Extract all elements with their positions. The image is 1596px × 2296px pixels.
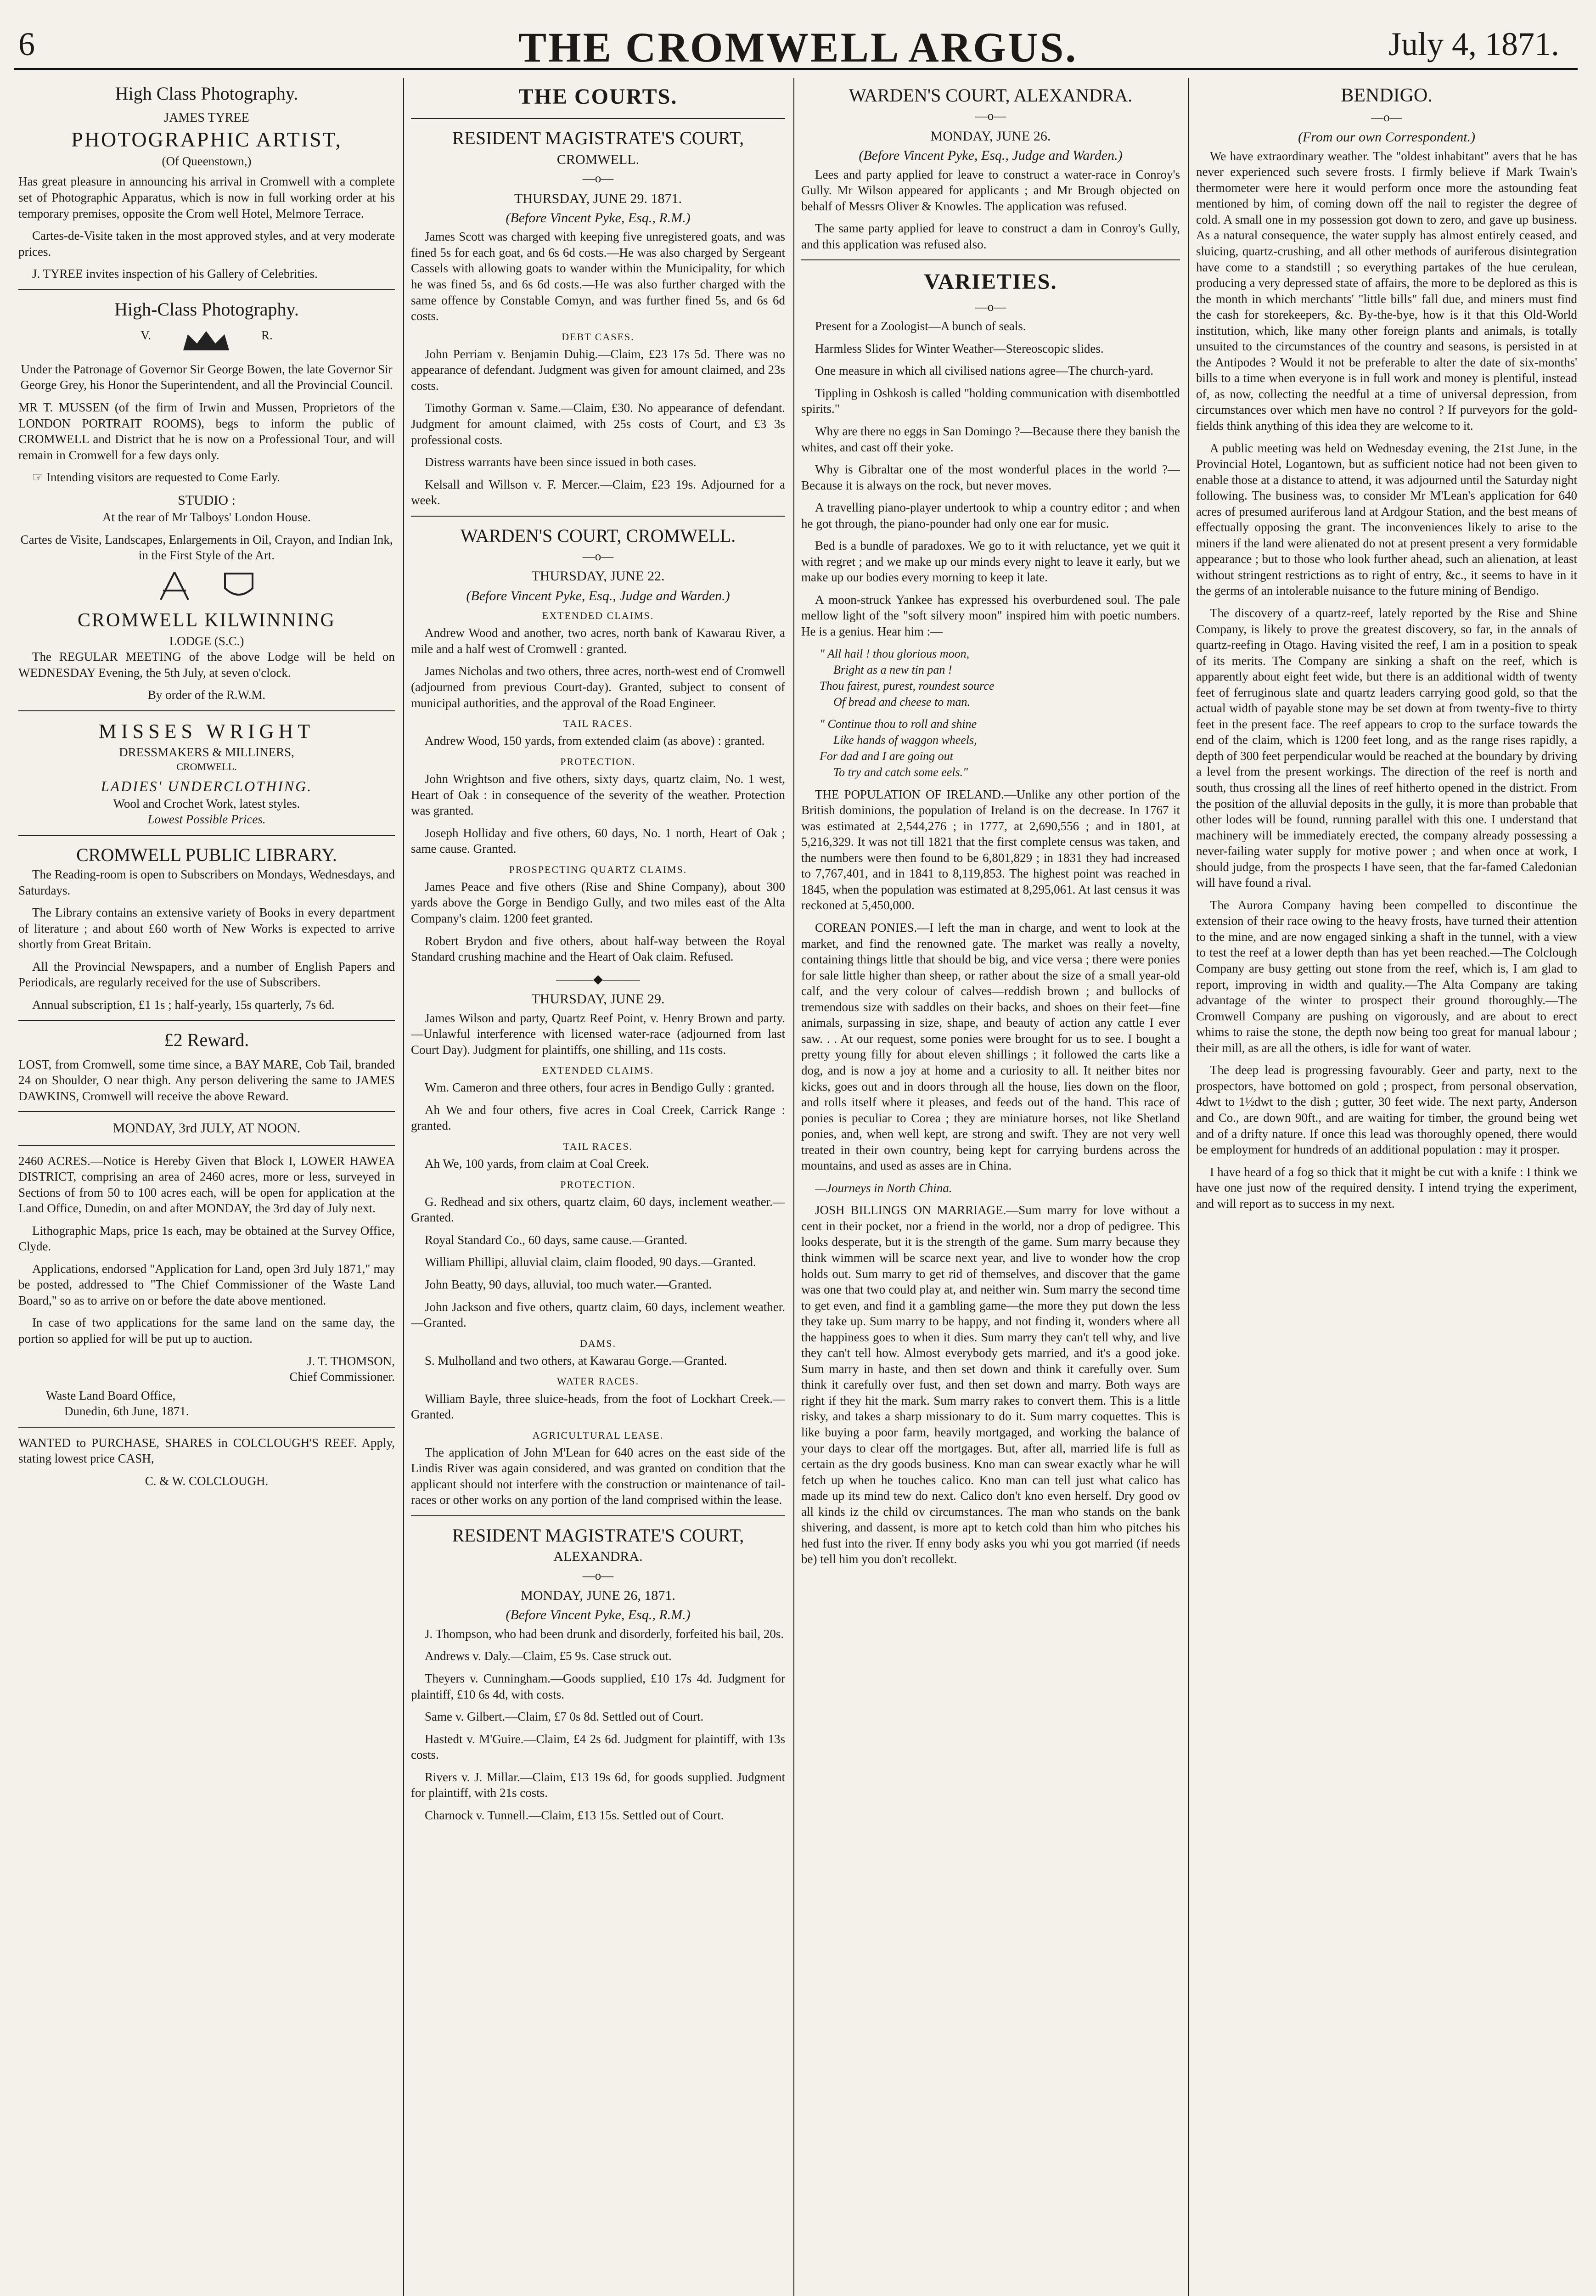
- court-place: CROMWELL.: [556, 152, 640, 167]
- article-text: Ah We, 100 yards, from claim at Coal Creek.: [425, 1157, 649, 1171]
- article-text: Andrew Wood, 150 yards, from extended claim (as above) : granted.: [425, 734, 765, 748]
- verse-line: Of bread and cheese to man.: [833, 695, 970, 709]
- article-text: Distress warrants have been since issued in both cases.: [425, 455, 697, 469]
- dash-ornament: —o—: [582, 1568, 614, 1582]
- article-text: James Wilson and party, Quartz Reef Point, v. Henry Brown and party.—Unlawful interference with licensed water-race (adjourned from last Court Day). Judgment for plaintiffs, one shilling, and 11s costs.: [411, 1011, 785, 1057]
- court-title: WARDEN'S COURT, ALEXANDRA.: [849, 85, 1133, 106]
- masonic-emblems: [18, 570, 395, 602]
- ad-title: PHOTOGRAPHIC ARTIST,: [71, 128, 342, 152]
- ad-text-inline: Intending visitors are requested to Come Early.: [46, 470, 280, 484]
- article-text: Timothy Gorman v. Same.—Claim, £30. No appearance of defendant. Judgment for amount claimed, with 25s costs of Court, and £3 3s professional costs.: [411, 401, 785, 447]
- article-text: Joseph Holliday and five others, 60 days, No. 1 north, Heart of Oak ; same cause. Granted.: [411, 826, 785, 856]
- section-heading: THE COURTS.: [518, 84, 678, 109]
- masthead-rule: [14, 68, 1578, 70]
- reward-heading: £2 Reward.: [164, 1030, 249, 1051]
- divider: [18, 1020, 395, 1021]
- article-text: James Scott was charged with keeping five unregistered goats, and was fined 5s for each goat, and 6s 6d costs.—He was also charged by Sergeant Cassels with allowing goats to wander within the Municipality, for which he was fined 5s, and 6s 6d costs.—He was also further charged with the same offence by Constable Comyn, and was further fined 5s, and 6s 6d costs.: [411, 230, 785, 323]
- divider: [18, 1427, 395, 1428]
- article-text: J. Thompson, who had been drunk and disorderly, forfeited his bail, 20s.: [425, 1626, 784, 1641]
- article-text: Wm. Cameron and three others, four acres in Bendigo Gully : granted.: [425, 1080, 775, 1095]
- article-text: Andrew Wood and another, two acres, north bank of Kawarau River, a mile and a half west of Cromwell : granted.: [411, 626, 785, 656]
- ad-text: The REGULAR MEETING of the above Lodge will be held on WEDNESDAY Evening, the 5th July, at seven o'clock.: [18, 650, 395, 680]
- article-text: Ah We and four others, five acres in Coal Creek, Carrick Range : granted.: [411, 1103, 785, 1133]
- court-before: (Before Vincent Pyke, Esq., R.M.): [506, 210, 691, 225]
- article-text: Robert Brydon and five others, about half-way between the Royal Standard crushing machine and the Heart of Oak claim. Refused.: [411, 934, 785, 964]
- divider: [18, 1145, 395, 1146]
- verse-line: To try and catch some eels.": [833, 765, 968, 779]
- studio-heading: STUDIO :: [178, 492, 236, 508]
- poem-verse: [820, 716, 1180, 780]
- article-text: Harmless Slides for Winter Weather—Stereoscopic slides.: [815, 341, 1104, 355]
- verse-line: Like hands of waggon wheels,: [833, 733, 977, 747]
- divider: [411, 1515, 785, 1516]
- court-place: ALEXANDRA.: [553, 1549, 643, 1564]
- divider: [411, 516, 785, 517]
- court-title: WARDEN'S COURT, CROMWELL.: [460, 525, 736, 546]
- article-text: John Wrightson and five others, sixty days, quartz claim, No. 1 west, Heart of Oak : in consequence of the severity of the weather. Protection was granted.: [411, 771, 785, 818]
- article-text: Kelsall and Willson v. F. Mercer.—Claim, £23 19s. Adjourned for a week.: [411, 477, 785, 507]
- ad-text: Applications, endorsed "Application for Land, open 3rd July 1871," may be posted, addressed to "The Chief Commissioner of the Waste Land Board," so as to arrive on or before the date above mentioned.: [18, 1261, 395, 1307]
- article-text: Lees and party applied for leave to construct a water-race in Conroy's Gully. Mr Wilson appeared for applicants ; and Mr Brough objected on behalf of Messrs Oliver & Knowles. The application was refused.: [801, 167, 1180, 213]
- signature: C. & W. COLCLOUGH.: [145, 1474, 269, 1488]
- dash-ornament: —o—: [582, 171, 614, 186]
- subheading: EXTENDED CLAIMS.: [542, 1064, 654, 1076]
- article-text: We have extraordinary weather. The "oldest inhabitant" avers that he has never experienced such severe frosts. I firmly believe if Mark Twain's thermometer were here it would perform once more the astounding feat mentioned by him, of coming down off the nail to register the degree of cold. A small one in my possession got down to zero, and gave up business. As a natural consequence, the water supply has almost entirely ceased, and sluicing, quartz-crushing, and all other methods of auriferous disintegration have come to a standstill ; so everything partakes of the hue cerulean, producing a very depressed state of affairs, the more to be deplored as this is the month in which merchants' "little bills" fall due, and miners must find the cash for storekeepers, &c. By-the-bye, how is it that this Old-World institution, which, like many other foreign plants and animals, is totally unsuited to the circumstances of the country and seasons, is persisted in at the Antipodes ? Would it not be preferable to alter the date of six-months' bills to a time when everyone is in full work and money is plentiful, instead of, as now, collecting the needful at a time of universal depression, from circumstances over which men have no control ? If purveyors for the gold-fields think anything of this idea they are welcome to it.: [1196, 149, 1577, 433]
- article-text: One measure in which all civilised nations agree—The church-yard.: [815, 364, 1153, 378]
- ad-heading: High-Class Photography.: [114, 298, 299, 320]
- article-text: A moon-struck Yankee has expressed his overburdened soul. The pale mellow light of the "soft silvery moon" inspired him with poetic numbers. He is a genius. Hear him :—: [801, 592, 1180, 638]
- court-date: MONDAY, JUNE 26.: [930, 128, 1051, 144]
- article-text: THE POPULATION OF IRELAND.—Unlike any other portion of the British dominions, the population of Ireland is on the decrease. In 1767 it was estimated at 2,544,276 ; in 1777, at 2,690,556 ; and in 1801, at 5,216,329. It was not till 1821 that the first complete census was taken, and the numbers were then found to be 6,801,829 ; in 1831 they had increased to 7,767,401, and in 1841 to 8,119,853. The highest point was reached in 1845, when the population was estimated at 8,295,061. At last census it was reckoned at 5,450,000.: [801, 787, 1180, 912]
- ad-patronage: Under the Patronage of Governor Sir George Bowen, the late Governor Sir George Grey, his Honor the Superintendent, and all the Provincial Council.: [20, 362, 393, 392]
- section-heading: BENDIGO.: [1341, 85, 1433, 106]
- ad-heading: High Class Photography.: [115, 83, 298, 104]
- column-divider: [1188, 78, 1189, 2296]
- article-text: A public meeting was held on Wednesday evening, the 21st June, in the Provincial Hotel, Logantown, but as sufficient notice had not been given to enable those at a distance to attend, it was adjourned until the Saturday night following. The business was, to consider Mr M'Lean's application for 640 acres of presumed auriferous land at Ardgour Station, and the best means of effectually opposing the grant. The inconveniences likely to arise to the miners if the land were alienated do not at present present a very formidable appearance ; but to those who look further ahead, such an alienation, at least without stringent restrictions as to right of entry, &c., it seems to have in it the germs of an intolerable nuisance to the future mining of Bendigo.: [1196, 441, 1577, 598]
- subheading: PROSPECTING QUARTZ CLAIMS.: [509, 863, 687, 875]
- verse-line: Bright as a new tin pan !: [833, 663, 952, 676]
- ad-text: J. TYREE invites inspection of his Gallery of Celebrities.: [32, 267, 318, 281]
- ad-name: JAMES TYREE: [164, 111, 249, 125]
- ad-text: In case of two applications for the same land on the same day, the portion so applied for will be put up to auction.: [18, 1316, 395, 1346]
- subheading: WATER RACES.: [556, 1375, 640, 1387]
- article-text: S. Mulholland and two others, at Kawarau Gorge.—Granted.: [425, 1353, 727, 1367]
- column-divider: [793, 78, 794, 2296]
- pointing-hand-icon: ☞: [32, 470, 46, 484]
- article-text: Tippling in Oshkosh is called "holding communication with disembottled spirits.": [801, 386, 1180, 416]
- article-text: I have heard of a fog so thick that it might be cut with a knife : I think we have one just now of the required density. I intend trying the experiment, and will report as to success in my next.: [1196, 1165, 1577, 1210]
- article-text: Why is Gibraltar one of the most wonderful places in the world ?—Because it is always on the rock, but never moves.: [801, 462, 1180, 492]
- section-heading: VARIETIES.: [924, 270, 1057, 294]
- article-text: William Bayle, three sluice-heads, from the foot of Lockhart Creek.—Granted.: [411, 1391, 785, 1422]
- ad-text: Cartes de Visite, Landscapes, Enlargements in Oil, Crayon, and Indian Ink, in the First Style of the Art.: [20, 532, 393, 563]
- article-text: John Beatty, 90 days, alluvial, too much water.—Granted.: [425, 1277, 712, 1292]
- article-text: Present for a Zoologist—A bunch of seals.: [815, 319, 1026, 333]
- court-date: THURSDAY, JUNE 22.: [531, 568, 665, 584]
- court-before: (Before Vincent Pyke, Esq., Judge and Warden.): [466, 588, 730, 603]
- subheading: PROTECTION.: [560, 1178, 636, 1190]
- ad-text: WANTED to PURCHASE, SHARES in COLCLOUGH'S REEF. Apply, stating lowest price CASH,: [18, 1435, 395, 1466]
- ad-town: CROMWELL.: [176, 760, 237, 772]
- column-bendigo: [1196, 78, 1577, 2296]
- vr-letter: V.: [140, 328, 151, 342]
- dash-ornament: —o—: [975, 299, 1006, 314]
- subheading: EXTENDED CLAIMS.: [542, 610, 654, 622]
- ad-text: LADIES' UNDERCLOTHING.: [101, 777, 313, 794]
- ad-subtitle: (Of Queenstown,): [162, 154, 252, 168]
- page-number: 6: [18, 26, 35, 62]
- dash-ornament: —o—: [582, 549, 614, 563]
- article-text: The same party applied for leave to construct a dam in Conroy's Gully, and this application was refused also.: [801, 221, 1180, 251]
- article-text: Hastedt v. M'Guire.—Claim, £4 2s 6d. Judgment for plaintiff, with 13s costs.: [411, 1732, 785, 1762]
- verse-line: " All hail ! thou glorious moon,: [820, 647, 970, 660]
- article-text: Same v. Gilbert.—Claim, £7 0s 8d. Settled out of Court.: [425, 1710, 704, 1724]
- ad-text: MR T. MUSSEN (of the firm of Irwin and Mussen, Proprietors of the LONDON PORTRAIT ROOMS), begs to inform the public of CROMWELL and District that he is now on a Professional Tour, and will remain in Cromwell for a few days only.: [18, 400, 395, 462]
- column-varieties: [801, 78, 1180, 2296]
- ad-text: Annual subscription, £1 1s ; half-yearly, 15s quarterly, 7s 6d.: [32, 997, 335, 1012]
- subheading: DAMS.: [579, 1337, 617, 1349]
- article-text: James Nicholas and two others, three acres, north-west end of Cromwell (adjourned from previous Court-day). Granted, subject to consent of municipal authorities, and the approval of the Road Engineer.: [411, 664, 785, 710]
- article-text: The deep lead is progressing favourably. Geer and party, next to the prospectors, have bottomed on gold ; prospect, from personal observation, 4dwt to 1½dwt to the dish ; gutter, 30 feet wide. The next party, Anderson and Co., are down 90ft., and are waiting for timber, the ground being wet and of a drifty nature. If once this lead was thoroughly opened, there would be employment for hundreds of an additional population : may it prosper.: [1196, 1063, 1577, 1157]
- court-before: (Before Vincent Pyke, Esq., Judge and Warden.): [859, 148, 1123, 163]
- issue-date: July 4, 1871.: [1388, 26, 1559, 62]
- subheading: TAIL RACES.: [563, 718, 633, 730]
- verse-line: Thou fairest, purest, roundest source: [820, 679, 995, 693]
- subheading: AGRICULTURAL LEASE.: [532, 1429, 664, 1441]
- lodge-subtitle: LODGE (S.C.): [169, 634, 244, 648]
- article-text: Theyers v. Cunningham.—Goods supplied, £10 17s 4d. Judgment for plaintiff, £10 6s 4d, with costs.: [411, 1671, 785, 1701]
- dash-ornament: —o—: [975, 109, 1006, 123]
- court-date: THURSDAY, JUNE 29. 1871.: [514, 191, 682, 206]
- sale-heading: MONDAY, 3rd JULY, AT NOON.: [112, 1120, 301, 1136]
- article-text: John Jackson and five others, quartz claim, 60 days, inclement weather.—Granted.: [411, 1300, 785, 1330]
- article-text: Rivers v. J. Millar.—Claim, £13 19s 6d, for goods supplied. Judgment for plaintiff, with 21s costs.: [411, 1770, 785, 1800]
- article-text: Charnock v. Tunnell.—Claim, £13 15s. Settled out of Court.: [425, 1808, 724, 1822]
- article-text: The discovery of a quartz-reef, lately reported by the Rise and Shine Company, is likely to prove the greatest discovery, so far, in the annals of quartz-reefing in Otago. Having visited the reef, I am in a position to speak of its merits. The Company are sinking a shaft on the reef, which is apparently about eight feet wide, but there is an additional width of twenty feet of ferruginous slate and quartz leaders carrying good gold, so that the actual width of payable stone may be set down at from twenty-five to thirty feet in the present face. The reef appears to crop to the surface towards the end of the claim, which is 1200 feet long, and as the range rises rapidly, a depth of 300 feet perpendicular would be reached at the boundary by driving a level from the present workings. The direction of the reef is north and south, thus crossing all the lines of reef hitherto opened in the district. From the position of the alluvial deposits in the gully, it is more than probable that other lodes will be found, running parallel with this one. I understand that machinery will be immediately erected, the company already possessing a never-failing water supply for motive power ; and when once at work, I should judge, from the prospects I have seen, that the far-famed Caledonian will have found a rival.: [1196, 606, 1577, 890]
- article-text: John Perriam v. Benjamin Duhig.—Claim, £23 17s 5d. There was no appearance of defendant. Judgment was given for amount claimed, and 23s costs.: [411, 347, 785, 393]
- square-compass-icon: [156, 570, 193, 602]
- ad-text: LOST, from Cromwell, some time since, a BAY MARE, Cob Tail, branded 24 on Shoulder, O near thigh. Any person delivering the same to JAMES DAWKINS, Cromwell will receive the above Reward.: [18, 1057, 395, 1103]
- article-text: William Phillipi, alluvial claim, claim flooded, 90 days.—Granted.: [425, 1255, 756, 1269]
- dash-ornament: —o—: [1371, 110, 1402, 124]
- ad-text: Lowest Possible Prices.: [147, 812, 266, 827]
- ad-text: The Library contains an extensive variety of Books in every department of literature ; and about £60 worth of New Works is expected to arrive shortly from Great Britain.: [18, 906, 395, 951]
- dash-ornament: ———◆———: [556, 972, 640, 986]
- column-divider: [403, 78, 404, 2296]
- article-source: —Journeys in North China.: [815, 1181, 952, 1195]
- ad-text: Cartes-de-Visite taken in the most approved styles, and at very moderate prices.: [18, 229, 395, 259]
- ad-text: 2460 ACRES.—Notice is Hereby Given that Block I, LOWER HAWEA DISTRICT, comprising an area of 2460 acres, more or less, surveyed in Sections of from 50 to 100 acres each, will be open for application at the Land Office, Dunedin, on and after MONDAY, the 3rd day of July next.: [18, 1154, 395, 1216]
- article-text: James Peace and five others (Rise and Shine Company), about 300 yards above the Gorge in Bendigo Gully, and two miles east of the Alta Company's claim. 1200 feet granted.: [411, 879, 785, 925]
- article-text: Royal Standard Co., 60 days, same cause.—Granted.: [425, 1232, 688, 1247]
- ad-text: The Reading-room is open to Subscribers on Mondays, Wednesdays, and Saturdays.: [18, 867, 395, 897]
- column-courts: [411, 78, 785, 2296]
- newspaper-title: THE CROMWELL ARGUS.: [518, 24, 1078, 71]
- article-text: Bed is a bundle of paradoxes. We go to it with reluctance, yet we quit it with regret ; and we make up our minds every night to leave it early, but we make up our bodies every morning to keep it late.: [801, 539, 1180, 585]
- verse-line: " Continue thou to roll and shine: [820, 717, 977, 731]
- royal-arms-emblem: [18, 327, 395, 355]
- lodge-title: CROMWELL KILWINNING: [77, 609, 336, 631]
- masthead: [0, 0, 1596, 69]
- subheading: DEBT CASES.: [562, 331, 635, 343]
- subheading: PROTECTION.: [560, 755, 636, 767]
- ad-text: All the Provincial Newspapers, and a number of English Papers and Periodicals, are regularly received for the use of Subscribers.: [18, 959, 395, 990]
- article-text: COREAN PONIES.—I left the man in charge, and went to look at the market, and find the renowned gate. The market was really a novelty, containing things little that should be big, and vice versa ; there were ponies for sale little higher than sheep, or rather about the size of a small year-old calf, and the very colour of calves—reddish brown ; and bullocks of tremendous size with saddles on their backs, and shoes on their feet—fine animals, surpassing in size, shape, and beauty of action any cattle I ever saw. . . At our request, some ponies were brought for us to see. I bought a pretty young filly for about eleven shillings ; it followed the carts like a dog, and is now a joy at home and a curiosity to all. It neither bites nor kicks, goes out and in doors through all the house, lies down on the floor, and rolls itself where it pleases, and feeds out of the hand. This race of ponies is peculiar to Corea ; they are miniature horses, not like Shetland ponies, and, when well kept, are strong and swift. They are not very well treated in their own country, being kept for carrying burdens across the mountains, and used as asses are in China.: [801, 921, 1180, 1173]
- ad-text: Lithographic Maps, price 1s each, may be obtained at the Survey Office, Clyde.: [18, 1223, 395, 1254]
- poem-verse: [820, 646, 1180, 710]
- divider: [18, 289, 395, 290]
- signature: J. T. THOMSON,: [307, 1354, 395, 1368]
- column-advertisements: [18, 78, 395, 2296]
- court-date: MONDAY, JUNE 26, 1871.: [521, 1588, 675, 1604]
- ad-text: Wool and Crochet Work, latest styles.: [113, 796, 300, 810]
- divider: [411, 118, 785, 119]
- ad-subtitle: DRESSMAKERS & MILLINERS,: [119, 745, 294, 760]
- subheading: TAIL RACES.: [563, 1140, 633, 1152]
- court-before: (Before Vincent Pyke, Esq., R.M.): [506, 1607, 691, 1623]
- verse-line: For dad and I are going out: [820, 749, 953, 763]
- court-title: RESIDENT MAGISTRATE'S COURT,: [452, 128, 744, 149]
- article-text: JOSH BILLINGS ON MARRIAGE.—Sum marry for love without a cent in their pocket, nor a friend in the world, nor a drop of pedigree. This looks desperate, but it is the strength of the game. Sum marry because they think wimmen will be scarce next year, and live to wonder how the crop holds out. Sum marry to get rid of themselves, and discover that the game was one that two could play at, and neither win. Sum marry the second time to get even, and find it a gambling game—the more they put down the less they take up. Sum marry to be happy, and not finding it, wonders where all the happiness goes to when it dies. Sum marry they can't tell why, and live they can't tell how. Almost everybody gets married, and it's a good joke. Sum marry in haste, and then set down and think it carefully over. Sum think it carefully over fust, and then set down and marry. Both ways are right if they hit the mark. Sum marry rakes to convert them. This is a little risky, and takes a sharp missionary to do it. Sum marry coquettes. This is like buying a poor farm, heavily mortgaged, and working the balance of your days to clear off the mortgages. But, after all, married life is full as certain as the dry goods business. Kno man can swear exactly whar he will fetch up when he touches calico. Kno man can tell just what calico has made up its mind tew do next. Calico don't kno even herself. Dry good ov all kinds iz the child ov circumstances. The man who stands on the bank shivering, and dassent, is more apt to ketch cold than him who pitches his hed fust into the river. If enny body asks you whi you got married (if needs be) tell him you don't recollekt.: [801, 1203, 1180, 1566]
- ad-text: [18, 469, 395, 485]
- section-subheading: (From our own Correspondent.): [1298, 129, 1476, 145]
- ad-text: Has great pleasure in announcing his arrival in Cromwell with a complete set of Photographic Apparatus, which is now in full working order at his temporary premises, opposite the Crom well Hotel, Melmore Terrace.: [18, 174, 395, 220]
- court-title: RESIDENT MAGISTRATE'S COURT,: [452, 1525, 744, 1546]
- signature-title: Chief Commissioner.: [289, 1370, 395, 1384]
- ad-text: By order of the R.W.M.: [147, 688, 266, 702]
- ad-title: MISSES WRIGHT: [98, 720, 315, 743]
- library-title: CROMWELL PUBLIC LIBRARY.: [76, 844, 337, 865]
- court-date: THURSDAY, JUNE 29.: [531, 991, 665, 1007]
- vr-letter: R.: [261, 328, 273, 342]
- divider: [18, 1111, 395, 1112]
- article-text: G. Redhead and six others, quartz claim, 60 days, inclement weather.—Granted.: [411, 1194, 785, 1225]
- article-text: Andrews v. Daly.—Claim, £5 9s. Case struck out.: [425, 1649, 672, 1663]
- office-name: Waste Land Board Office,: [46, 1388, 176, 1402]
- divider: [18, 710, 395, 711]
- divider: [18, 835, 395, 836]
- masonic-shield-icon: [220, 570, 257, 602]
- article-text: A travelling piano-player undertook to whip a country editor ; and when he got through, the piano-pounder had only one ear for music.: [801, 501, 1180, 530]
- divider: [801, 259, 1180, 260]
- article-text: The Aurora Company having been compelled to discontinue the extension of their race owing to the heavy frosts, have turned their attention to the mine, and are now engaged sinking a shaft in the tunnel, with a view to test the reef at a lower depth than has yet been reached.—The Colclough Company are busy getting out stone from the reef, which is, I am glad to report, improving in width and quality.—The Alta Company are taking advantage of the winter to prospect their ground thoroughly.—The Cromwell Company are pushing on vigorously, and are about to erect whims to raise the stone, the depth now being too great for manual labour ; their mill, as are all the others, is idle for want of water.: [1196, 898, 1577, 1055]
- crown-icon: [179, 327, 234, 355]
- article-text: Why are there no eggs in San Domingo ?—Because there they banish the whites, and cast off their yoke.: [801, 424, 1180, 454]
- office-date: Dunedin, 6th June, 1871.: [64, 1404, 189, 1418]
- article-text: The application of John M'Lean for 640 acres on the east side of the Lindis River was again considered, and was granted on condition that the applicant should not interfere with the construction or maintenance of tail-races or other works on any portion of the land comprised within the lease.: [411, 1445, 785, 1507]
- studio-location: At the rear of Mr Talboys' London House.: [102, 510, 311, 524]
